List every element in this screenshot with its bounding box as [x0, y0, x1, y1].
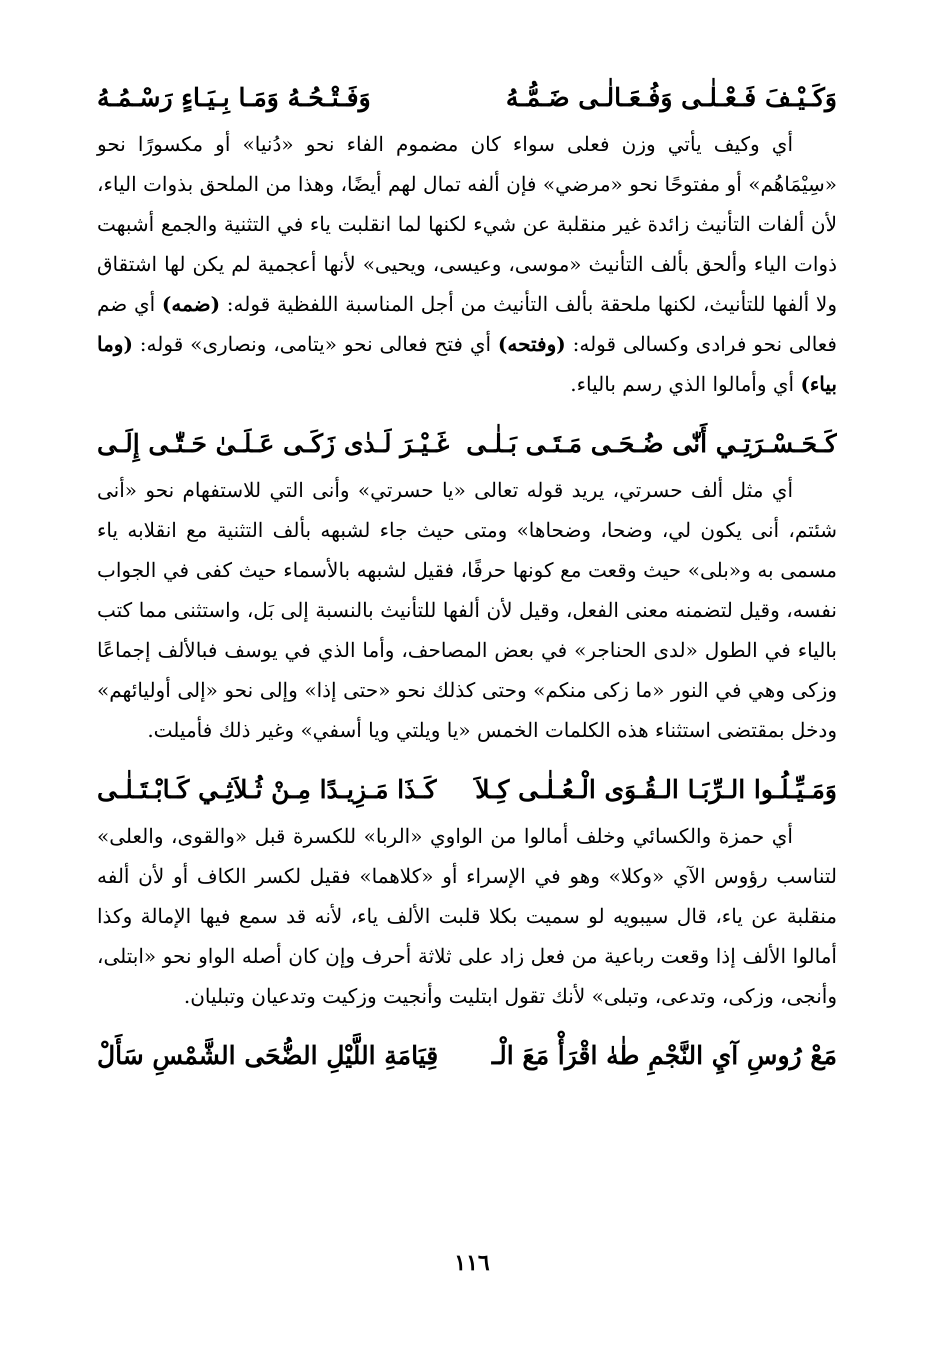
commentary-text: أي مثل ألف حسرتي، يريد قوله تعالى «يا حسرتي» وأنى التي للاستفهام نحو «أنى شئتم، أنى يكون لي، وضحا، وضحاها» ومتى حيث جاء لشبهه بألف التثنية مع انقلابه ياء مسمى به و«بلى» حيث وقعت مع كونها حرفًا، فقيل لشبهه بالأسماء حيث كفى في الجواب نفسه، وقيل لتضمنه معنى الفعل، وقيل لأن ألفها للتأنيث بالنسبة إلى بَل، واستثنى مما كتب بالياء في الطول «لدى الحناجر» في بعض المصاحف، وأما الذي في يوسف فبالألف إجماعًا وزكى وهي في النور «ما زكى منكم» وحتى كذلك نحو «حتى إذا» وإلى نحو «إلى أوليائهم» ودخل بمقتضى استثناء هذه الكلمات الخمس «يا ويلتي ويا أسفي» وغير ذلك فأميلت. [97, 478, 837, 742]
verse-2-first-hemistich: كَـحَـسْـرَتِـي أَنّٰى ضُـحَـى مَـتَـى بَـلٰـى [466, 429, 837, 458]
quoted-term-wama-biyaa: (وما بياء) [97, 332, 837, 396]
verse-2-second-hemistich: غَـيْـرَ لَـدٰى زَكَـى عَـلَـىٰ حَـتّٰـى إِلَـى [97, 429, 450, 458]
commentary-text: أي ضم فعالى نحو فرادى وكسالى قوله: [97, 292, 837, 356]
book-page [97, 72, 837, 1082]
verse-3-second-hemistich: كَـذَا مَـزِيـدًا مِـنْ ثُـلاَثِـي كَـابْـتَـلٰـى [97, 775, 437, 804]
commentary-paragraph-1 [97, 124, 837, 404]
verse-1-second-hemistich: وَفَـتْـحُـهُ وَمَـا بِـيَـاءٍ رَسْـمُـهُ [97, 83, 371, 112]
quoted-term-damma: (ضمه) [161, 292, 221, 316]
commentary-text: أي وأمالوا الذي رسم بالياء. [570, 372, 801, 396]
commentary-text: أي فتح فعالى نحو «يتامى، ونصارى» قوله: [132, 332, 498, 356]
commentary-text: أي وكيف يأتي وزن فعلى سواء كان مضموم الفاء نحو «دُنيا» أو مكسورًا نحو «سِيْمَاهُم» أو مفتوحًا نحو «مرضي» فإن ألفه تمال لهم أيضًا، وهذا من الملحق بذوات الياء، لأن ألفات التأنيث زائدة غير منقلبة عن شيء لكنها لما انقلبت ياء في التثنية والجمع أشبهت ذوات الياء وألحق بألف التأنيث «موسى، وعيسى، ويحيى» لأنها أعجمية لم يكن لها اشتقاق ولا ألفها للتأنيث، لكنها ملحقة بألف التأنيث من أجل المناسبة اللفظية قوله: [97, 132, 838, 316]
commentary-text: أي حمزة والكسائي وخلف أمالوا من الواوي «الربا» للكسرة قبل «والقوى، والعلى» لتناسب رؤوس الآي «وكلا» وهو في الإسراء أو «كلاهما» فقيل لكسر الكاف أو لأن ألفه منقلبة عن ياء، قال سيبويه لو سميت بكلا قلبت الألف ياء، لأنه قد سمع فيها الإمالة وكذا أمالوا الألف إذا وقعت رباعية من فعل زاد على ثلاثة أحرف وإن كان أصله الواو نحو «ابتلى، وأنجى، وزكى، وتدعى، وتبلى» لأنك تقول ابتليت وأنجيت وزكيت وتدعيان وتبليان. [97, 824, 837, 1008]
poem-verse-3 [97, 764, 837, 816]
page-number: ١١٦ [454, 1250, 490, 1276]
verse-3-first-hemistich: وَمَـيِّـلُـوا الـرِّبَـا الـقُـوَى الْـعُـلٰـى كِـلاَ [475, 775, 837, 804]
commentary-paragraph-2 [97, 470, 837, 750]
poem-verse-4 [97, 1030, 837, 1082]
verse-4-second-hemistich: قِيَامَةِ اللَّيْلِ الضُّحَى الشَّمْسِ سَأَلْ [97, 1041, 439, 1070]
poem-verse-1 [97, 72, 837, 124]
verse-4-first-hemistich: مَعْ رُوسِ آيِ النَّجْمِ طٰهٰ اقْرَأْ مَعَ الْـ [491, 1041, 837, 1070]
commentary-paragraph-3 [97, 816, 837, 1016]
quoted-term-fatha: (وفتحه) [497, 332, 566, 356]
poem-verse-2 [97, 418, 837, 470]
verse-1-first-hemistich: وَكَـيْـفَ فَـعْـلٰـى وَفُـعَـالٰـى ضَـمُّـهُ [505, 83, 837, 112]
